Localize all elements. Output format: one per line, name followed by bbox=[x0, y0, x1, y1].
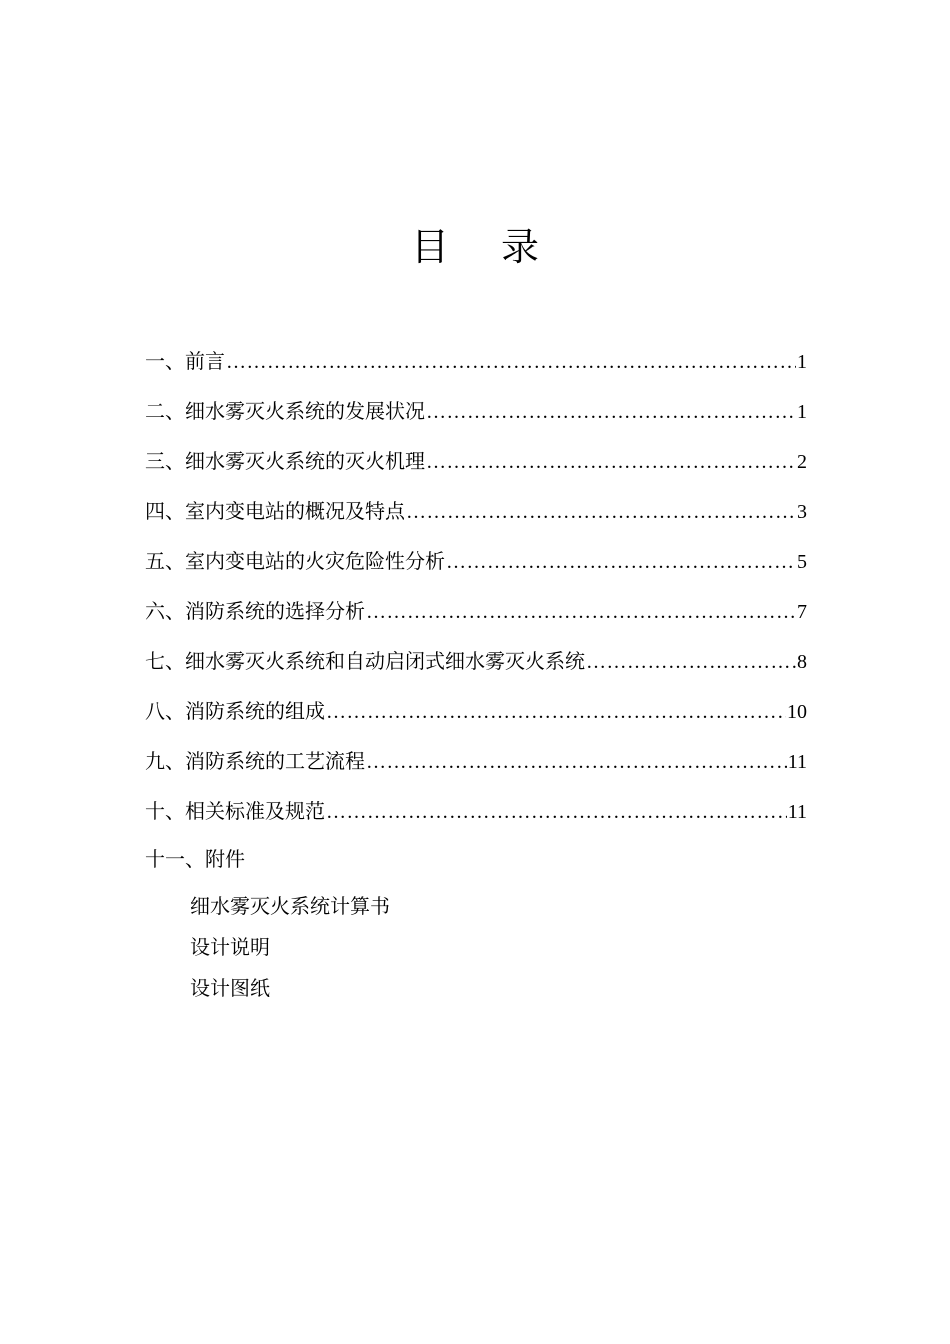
toc-entry-label: 六、消防系统的选择分析 bbox=[145, 599, 365, 623]
toc-page-number: 1 bbox=[797, 351, 807, 373]
toc-page-number: 2 bbox=[797, 451, 807, 473]
toc-dot-leader bbox=[586, 645, 796, 679]
toc-page-number: 7 bbox=[797, 601, 807, 623]
toc-dot-leader bbox=[426, 395, 796, 429]
toc-page-number: 11 bbox=[787, 751, 807, 773]
toc-page-number: 8 bbox=[797, 651, 807, 673]
toc-entry-label: 七、细水雾灭火系统和自动启闭式细水雾灭火系统 bbox=[145, 649, 585, 673]
toc-entry-10[interactable] bbox=[145, 794, 807, 844]
toc-entry-5[interactable] bbox=[145, 544, 807, 594]
table-of-contents bbox=[145, 344, 807, 844]
toc-entry-label: 三、细水雾灭火系统的灭火机理 bbox=[145, 449, 425, 473]
toc-entry-2[interactable] bbox=[145, 394, 807, 444]
toc-dot-leader bbox=[326, 795, 787, 829]
toc-page-number: 11 bbox=[787, 801, 807, 823]
toc-entry-6[interactable] bbox=[145, 594, 807, 644]
page-title-char-2: 录 bbox=[501, 225, 540, 269]
toc-entry-8[interactable] bbox=[145, 694, 807, 744]
toc-entry-4[interactable] bbox=[145, 494, 807, 544]
toc-page-number: 3 bbox=[797, 501, 807, 523]
page-title-char-1: 目 bbox=[410, 225, 449, 269]
appendix-heading[interactable]: 十一、附件 bbox=[145, 847, 245, 871]
appendix-item-calculation[interactable]: 细水雾灭火系统计算书 bbox=[190, 894, 390, 918]
toc-page-number: 1 bbox=[797, 401, 807, 423]
toc-dot-leader bbox=[226, 345, 796, 379]
toc-entry-7[interactable] bbox=[145, 644, 807, 694]
toc-page-number: 10 bbox=[787, 701, 807, 723]
toc-dot-leader bbox=[366, 745, 787, 779]
toc-entry-label: 十、相关标准及规范 bbox=[145, 799, 325, 823]
toc-entry-label: 四、室内变电站的概况及特点 bbox=[145, 499, 405, 523]
toc-entry-label: 二、细水雾灭火系统的发展状况 bbox=[145, 399, 425, 423]
toc-entry-label: 八、消防系统的组成 bbox=[145, 699, 325, 723]
appendix-list bbox=[190, 886, 390, 1009]
toc-dot-leader bbox=[446, 545, 796, 579]
page-title bbox=[0, 222, 950, 272]
toc-page-number: 5 bbox=[797, 551, 807, 573]
appendix-item-design-notes[interactable]: 设计说明 bbox=[190, 935, 270, 959]
toc-entry-label: 一、前言 bbox=[145, 349, 225, 373]
appendix-item-drawings[interactable]: 设计图纸 bbox=[190, 976, 270, 1000]
toc-dot-leader bbox=[326, 695, 786, 729]
toc-entry-label: 九、消防系统的工艺流程 bbox=[145, 749, 365, 773]
toc-dot-leader bbox=[406, 495, 796, 529]
toc-entry-3[interactable] bbox=[145, 444, 807, 494]
toc-entry-1[interactable] bbox=[145, 344, 807, 394]
toc-entry-9[interactable] bbox=[145, 744, 807, 794]
toc-dot-leader bbox=[366, 595, 796, 629]
toc-entry-label: 五、室内变电站的火灾危险性分析 bbox=[145, 549, 445, 573]
toc-dot-leader bbox=[426, 445, 796, 479]
